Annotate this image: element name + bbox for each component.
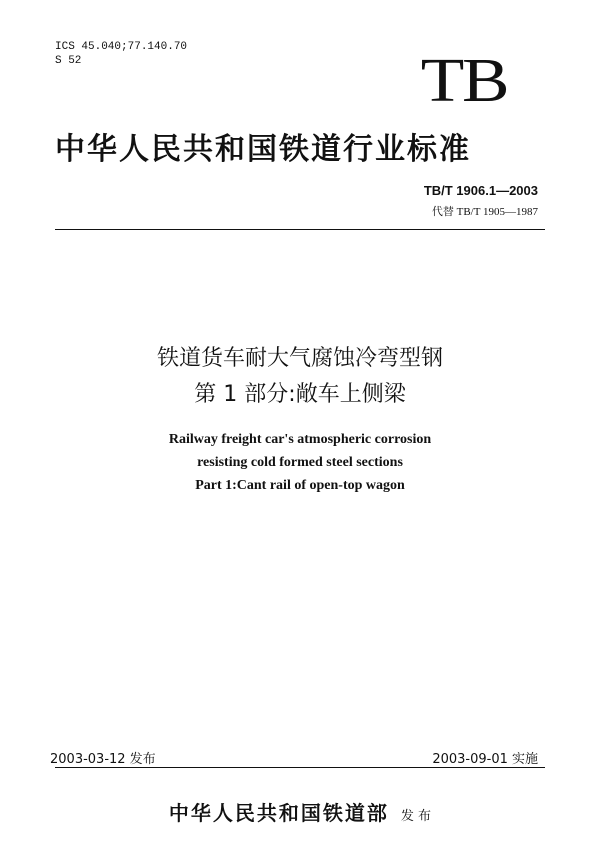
ccs-code: S 52 [55, 55, 82, 67]
title-en-line1: Railway freight car's atmospheric corrosion [168, 432, 432, 447]
issuer-line [0, 797, 600, 826]
top-divider [55, 229, 545, 230]
tb-logo: TB [420, 47, 507, 115]
classification-codes [55, 40, 187, 68]
issue-date: 2003-03-12 发布 [50, 752, 156, 767]
replaces-note: 代替 TB/T 1905—1987 [431, 206, 538, 218]
ics-code: ICS 45.040;77.140.70 [55, 41, 188, 53]
title-cn-line2: 第 1 部分:敞车上侧梁 [194, 382, 406, 407]
title-en-line3: Part 1:Cant rail of open-top wagon [195, 478, 405, 493]
implement-date: 2003-09-01 实施 [432, 752, 538, 767]
issuer-action: 发 布 [400, 809, 432, 824]
standard-title: 中华人民共和国铁道行业标准 [55, 132, 471, 167]
standard-code: TB/T 1906.1—2003 [423, 183, 538, 198]
issuer-name: 中华人民共和国铁道部 [168, 801, 389, 825]
title-en-line2: resisting cold formed steel sections [197, 455, 403, 470]
bottom-divider [55, 767, 545, 768]
title-cn-line1: 铁道货车耐大气腐蚀冷弯型钢 [156, 346, 443, 371]
